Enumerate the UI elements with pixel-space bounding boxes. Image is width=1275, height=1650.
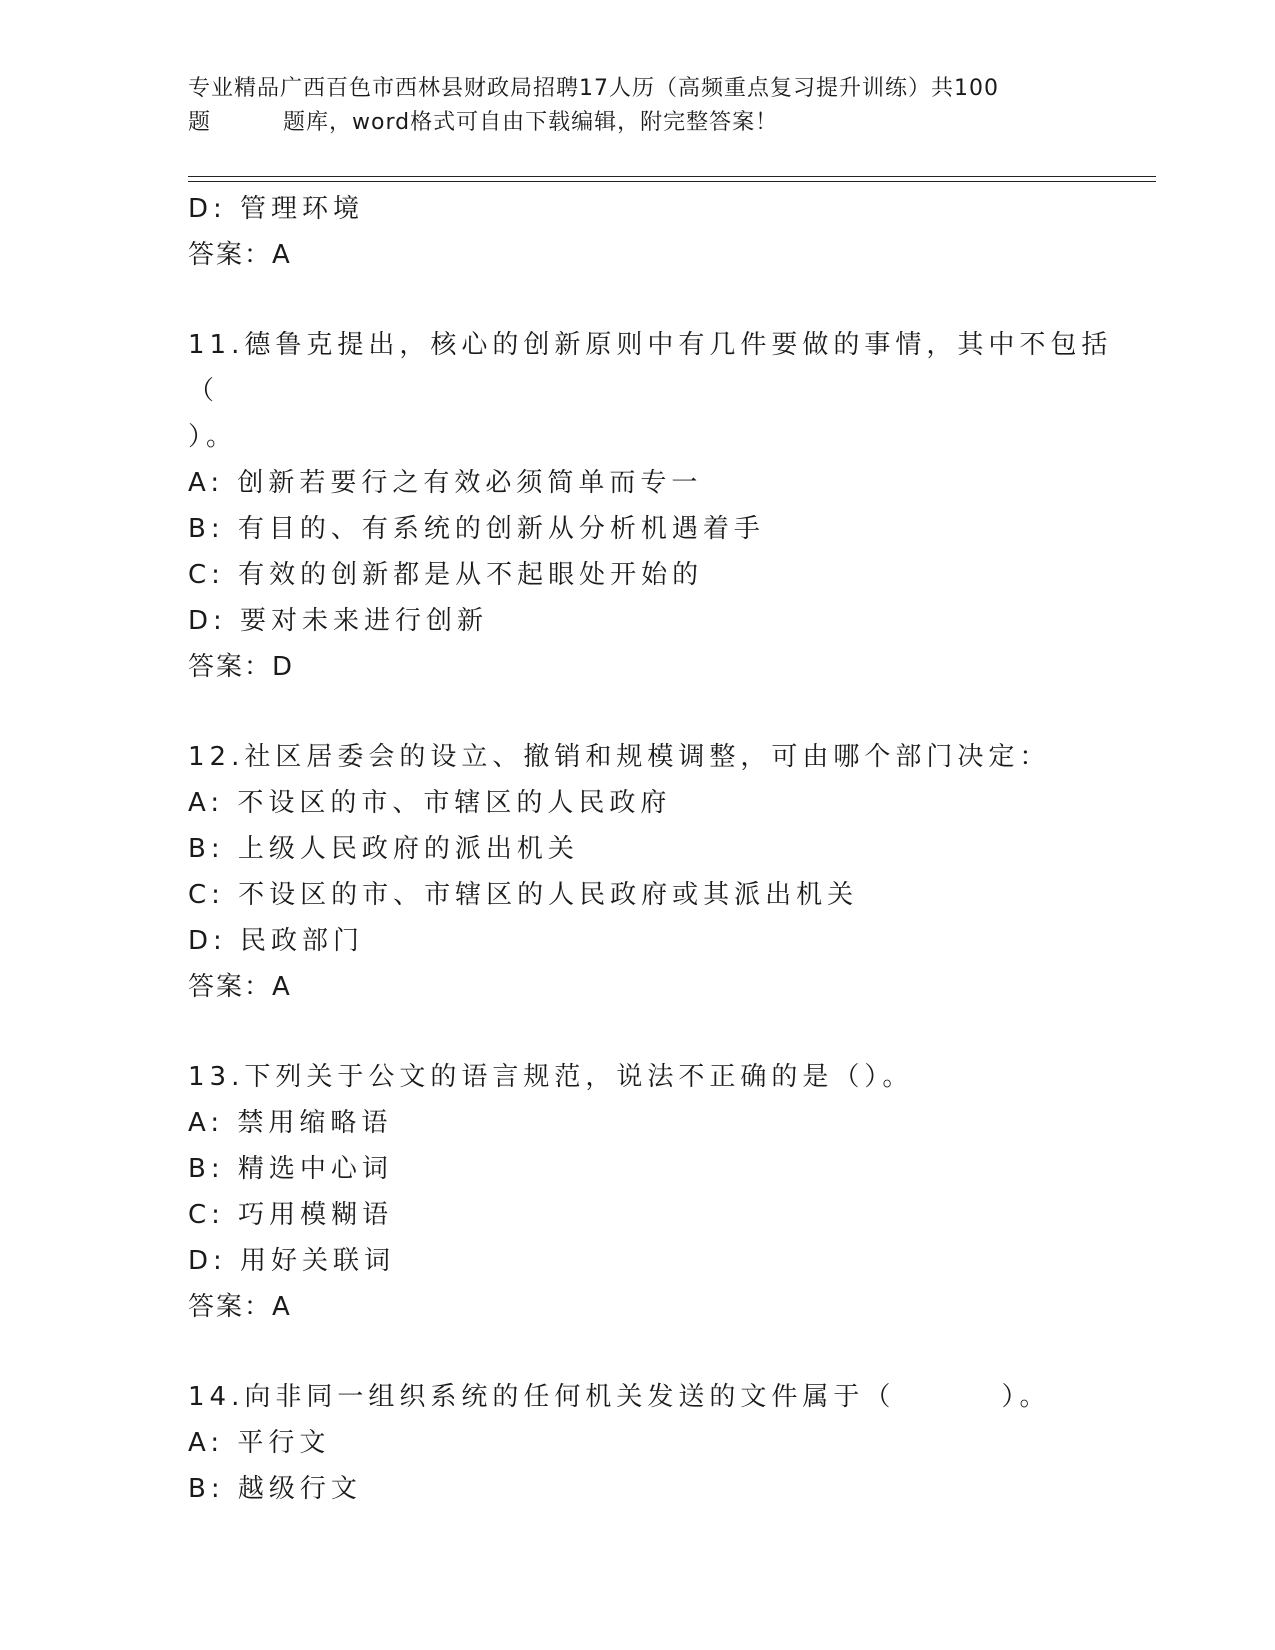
option-a: A: 平行文: [188, 1428, 331, 1458]
question-11: [188, 322, 1128, 690]
option-c: C: 巧用模糊语: [188, 1200, 394, 1230]
document-header: [188, 72, 1088, 140]
option-d: D: 要对未来进行创新: [188, 606, 489, 636]
header-divider-top: [188, 176, 1156, 177]
question-text-line1: 11.德鲁克提出，核心的创新原则中有几件要做的事情，其中不包括（: [188, 330, 1113, 406]
option-c: C: 不设区的市、市辖区的人民政府或其派出机关: [188, 880, 859, 910]
question-text-line2: ）。: [188, 422, 238, 452]
option-d: D: 用好关联词: [188, 1246, 396, 1276]
question-12: [188, 734, 1128, 1010]
answer-text: 答案：A: [188, 240, 292, 270]
header-title-line2: [188, 106, 1088, 140]
question-text: 14.向非同一组织系统的任何机关发送的文件属于（ ）。: [188, 1382, 1051, 1412]
answer-text: 答案：A: [188, 1292, 292, 1322]
question-list: [188, 186, 1128, 1512]
answer-text: 答案：D: [188, 652, 295, 682]
carry-over-block: [188, 186, 1128, 278]
option-b: B: 有目的、有系统的创新从分析机遇着手: [188, 514, 765, 544]
question-13: [188, 1054, 1128, 1330]
option-a: A: 不设区的市、市辖区的人民政府: [188, 788, 672, 818]
question-14: [188, 1374, 1128, 1512]
option-d: D: 管理环境: [188, 194, 365, 224]
answer-text: 答案：A: [188, 972, 292, 1002]
option-b: B: 精选中心词: [188, 1154, 393, 1184]
header-title-line2-b: 题库，word格式可自由下载编辑，附完整答案！: [283, 110, 779, 135]
option-a: A: 禁用缩略语: [188, 1108, 393, 1138]
header-title-line2-a: 题: [188, 110, 212, 135]
question-text: 12.社区居委会的设立、撤销和规模调整，可由哪个部门决定：: [188, 742, 1051, 772]
question-text: 13.下列关于公文的语言规范，说法不正确的是（）。: [188, 1062, 914, 1092]
header-title-line1: 专业精品广西百色市西林县财政局招聘17人历（高频重点复习提升训练）共100: [188, 76, 999, 101]
header-divider-bottom: [188, 181, 1156, 182]
option-a: A: 创新若要行之有效必须简单而专一: [188, 468, 703, 498]
option-b: B: 越级行文: [188, 1474, 362, 1504]
option-b: B: 上级人民政府的派出机关: [188, 834, 579, 864]
option-d: D: 民政部门: [188, 926, 365, 956]
option-c: C: 有效的创新都是从不起眼处开始的: [188, 560, 704, 590]
